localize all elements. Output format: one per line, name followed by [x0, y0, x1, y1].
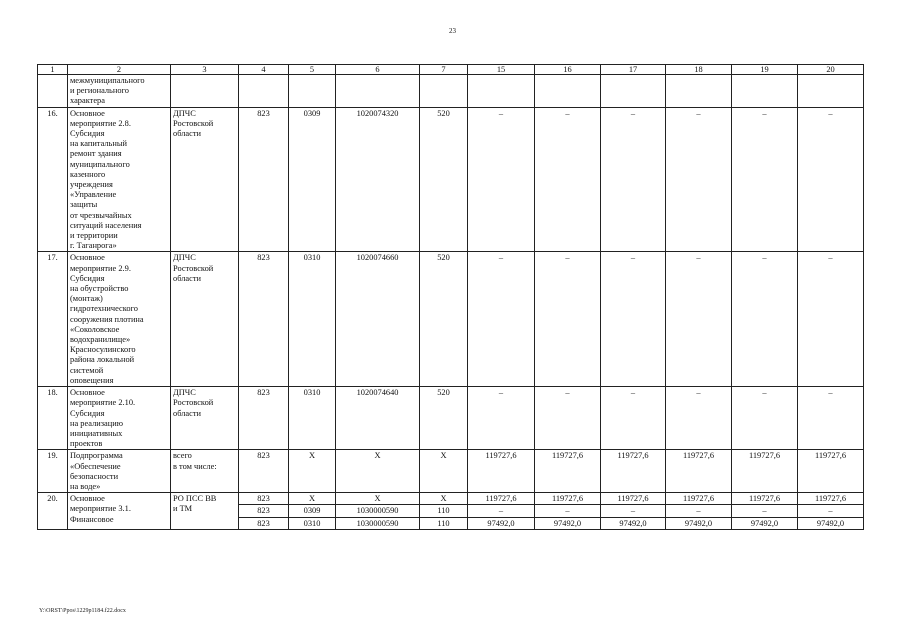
- header-cell: 7: [420, 65, 468, 75]
- measure-name-line: муниципального: [70, 159, 130, 169]
- section-code: 0310: [289, 517, 336, 529]
- measure-name-line: безопасности: [70, 471, 119, 481]
- header-cell: 15: [468, 65, 535, 75]
- row-number: 17.: [38, 252, 68, 387]
- year-value: 119727,6: [732, 450, 798, 493]
- expense-type-code: Х: [420, 493, 468, 505]
- grbs-code: 823: [239, 505, 289, 517]
- measure-name-line: мероприятие 2.10.: [70, 398, 136, 408]
- year-value: –: [601, 252, 666, 387]
- year-value: 119727,6: [601, 493, 666, 505]
- target-article-code: 1020074320: [336, 107, 420, 252]
- measure-name-line: мероприятие 2.8.: [70, 118, 131, 128]
- year-value: –: [666, 252, 732, 387]
- target-article-code: [336, 75, 420, 108]
- measure-name-line: Подпрограмма: [70, 451, 123, 461]
- year-value: 119727,6: [535, 450, 601, 493]
- target-article-code: 1030000590: [336, 517, 420, 529]
- header-cell: 20: [798, 65, 864, 75]
- year-value: [732, 75, 798, 108]
- expense-type-code: 520: [420, 107, 468, 252]
- table-row: [38, 252, 864, 387]
- grbs-code: [239, 75, 289, 108]
- year-value: –: [601, 387, 666, 450]
- header-cell: 16: [535, 65, 601, 75]
- year-value: –: [468, 505, 535, 517]
- executor-line: в том числе:: [173, 461, 217, 471]
- measure-name-line: инициативных: [70, 428, 123, 438]
- year-value: [601, 75, 666, 108]
- section-code: 0309: [289, 107, 336, 252]
- expense-type-code: 110: [420, 505, 468, 517]
- header-cell: 17: [601, 65, 666, 75]
- header-cell: 18: [666, 65, 732, 75]
- measure-name-line: мероприятие 2.9.: [70, 263, 131, 273]
- expense-type-code: 520: [420, 252, 468, 387]
- executor-line: ДПЧС: [173, 108, 196, 118]
- measure-name-line: на воде»: [70, 481, 101, 491]
- year-value: –: [601, 107, 666, 252]
- year-value: –: [666, 505, 732, 517]
- row-number: 19.: [38, 450, 68, 493]
- measure-name-line: оповещения: [70, 375, 114, 385]
- year-value: 119727,6: [798, 450, 864, 493]
- grbs-code: 823: [239, 387, 289, 450]
- table-row: [38, 107, 864, 252]
- measure-name-line: защиты: [70, 200, 98, 210]
- executor: [171, 493, 239, 530]
- year-value: –: [732, 387, 798, 450]
- year-value: –: [666, 107, 732, 252]
- expense-type-code: Х: [420, 450, 468, 493]
- year-value: –: [601, 505, 666, 517]
- measure-name-line: Красносулинского: [70, 345, 136, 355]
- year-value: 97492,0: [798, 517, 864, 529]
- year-value: –: [732, 107, 798, 252]
- executor-line: всего: [173, 451, 192, 461]
- row-number: [38, 75, 68, 108]
- year-value: –: [468, 387, 535, 450]
- table-row: [38, 387, 864, 450]
- measure-name-line: и регионального: [70, 86, 129, 96]
- executor: [171, 387, 239, 450]
- grbs-code: 823: [239, 517, 289, 529]
- budget-table: [37, 64, 864, 530]
- row-number: 16.: [38, 107, 68, 252]
- section-code: Х: [289, 450, 336, 493]
- footer-file-path: Y:\ORST\Ppos\1229p1184.f22.docx: [39, 608, 126, 614]
- grbs-code: 823: [239, 252, 289, 387]
- year-value: 119727,6: [601, 450, 666, 493]
- measure-name-line: района локальной: [70, 355, 135, 365]
- row-number: 20.: [38, 493, 68, 530]
- measure-name-line: водохранилище»: [70, 335, 131, 345]
- grbs-code: 823: [239, 493, 289, 505]
- year-value: 97492,0: [535, 517, 601, 529]
- table-row: [38, 75, 864, 108]
- measure-name: [68, 107, 171, 252]
- measure-name-line: Основное: [70, 108, 105, 118]
- year-value: –: [798, 387, 864, 450]
- executor-line: и ТМ: [173, 504, 193, 514]
- measure-name-line: «Управление: [70, 190, 117, 200]
- year-value: [535, 75, 601, 108]
- year-value: –: [535, 107, 601, 252]
- grbs-code: 823: [239, 107, 289, 252]
- year-value: –: [666, 387, 732, 450]
- measure-name-line: Субсидия: [70, 408, 105, 418]
- measure-name: [68, 493, 171, 530]
- measure-name-line: «Обеспечение: [70, 461, 121, 471]
- header-cell: 3: [171, 65, 239, 75]
- measure-name-line: на обустройство: [70, 284, 129, 294]
- measure-name-line: г. Таганрога»: [70, 241, 117, 251]
- year-value: –: [798, 505, 864, 517]
- year-value: 97492,0: [468, 517, 535, 529]
- table-row: [38, 493, 864, 505]
- grbs-code: 823: [239, 450, 289, 493]
- year-value: 119727,6: [666, 450, 732, 493]
- section-code: 0309: [289, 505, 336, 517]
- measure-name-line: на капитальный: [70, 139, 127, 149]
- target-article-code: 1020074640: [336, 387, 420, 450]
- measure-name-line: проектов: [70, 439, 103, 449]
- header-cell: 6: [336, 65, 420, 75]
- measure-name: [68, 387, 171, 450]
- year-value: –: [798, 107, 864, 252]
- executor: [171, 252, 239, 387]
- section-code: 0310: [289, 387, 336, 450]
- measure-name-line: и территории: [70, 231, 118, 241]
- year-value: 97492,0: [601, 517, 666, 529]
- measure-name-line: характера: [70, 96, 105, 106]
- measure-name-line: сооружения плотина: [70, 314, 144, 324]
- measure-name-line: (монтаж): [70, 294, 103, 304]
- measure-name-line: системой: [70, 365, 104, 375]
- target-article-code: Х: [336, 493, 420, 505]
- year-value: –: [535, 387, 601, 450]
- measure-name-line: ситуаций населения: [70, 220, 142, 230]
- measure-name-line: Основное: [70, 388, 105, 398]
- header-cell: 1: [38, 65, 68, 75]
- year-value: 119727,6: [732, 493, 798, 505]
- expense-type-code: 110: [420, 517, 468, 529]
- executor: [171, 450, 239, 493]
- measure-name-line: Субсидия: [70, 129, 105, 139]
- table-row: [38, 450, 864, 493]
- year-value: [468, 75, 535, 108]
- executor: [171, 75, 239, 108]
- year-value: 119727,6: [666, 493, 732, 505]
- year-value: –: [468, 107, 535, 252]
- measure-name-line: Субсидия: [70, 273, 105, 283]
- measure-name-line: межмуниципального: [70, 76, 145, 85]
- header-cell: 19: [732, 65, 798, 75]
- year-value: –: [535, 505, 601, 517]
- year-value: 119727,6: [535, 493, 601, 505]
- measure-name-line: от чрезвычайных: [70, 210, 132, 220]
- year-value: –: [468, 252, 535, 387]
- expense-type-code: [420, 75, 468, 108]
- row-number: 18.: [38, 387, 68, 450]
- target-article-code: 1020074660: [336, 252, 420, 387]
- header-cell: 2: [68, 65, 171, 75]
- year-value: 97492,0: [732, 517, 798, 529]
- section-code: [289, 75, 336, 108]
- executor-line: области: [173, 408, 201, 418]
- executor: [171, 107, 239, 252]
- measure-name-line: гидротехнического: [70, 304, 138, 314]
- executor-line: ДПЧС: [173, 253, 196, 263]
- measure-name-line: Основное: [70, 253, 105, 263]
- section-code: 0310: [289, 252, 336, 387]
- year-value: 119727,6: [798, 493, 864, 505]
- target-article-code: Х: [336, 450, 420, 493]
- executor-line: области: [173, 273, 201, 283]
- measure-name: [68, 75, 171, 108]
- year-value: –: [535, 252, 601, 387]
- measure-name-line: на реализацию: [70, 418, 123, 428]
- executor-line: РО ПСС ВВ: [173, 494, 217, 504]
- measure-name: [68, 252, 171, 387]
- measure-name-line: учреждения: [70, 180, 113, 190]
- section-code: Х: [289, 493, 336, 505]
- target-article-code: 1030000590: [336, 505, 420, 517]
- year-value: 119727,6: [468, 493, 535, 505]
- measure-name-line: ремонт здания: [70, 149, 122, 159]
- year-value: 119727,6: [468, 450, 535, 493]
- header-cell: 4: [239, 65, 289, 75]
- expense-type-code: 520: [420, 387, 468, 450]
- page-number: 23: [449, 27, 456, 35]
- header-cell: 5: [289, 65, 336, 75]
- measure-name-line: казенного: [70, 169, 106, 179]
- executor-line: ДПЧС: [173, 388, 196, 398]
- year-value: –: [798, 252, 864, 387]
- measure-name-line: Финансовое: [70, 514, 114, 524]
- measure-name-line: Основное: [70, 494, 105, 504]
- header-row: [38, 65, 864, 75]
- measure-name: [68, 450, 171, 493]
- year-value: –: [732, 252, 798, 387]
- year-value: [798, 75, 864, 108]
- measure-name-line: мероприятие 3.1.: [70, 504, 131, 514]
- executor-line: Ростовской: [173, 398, 214, 408]
- measure-name-line: «Соколовское: [70, 324, 120, 334]
- executor-line: Ростовской: [173, 263, 214, 273]
- year-value: –: [732, 505, 798, 517]
- year-value: [666, 75, 732, 108]
- year-value: 97492,0: [666, 517, 732, 529]
- executor-line: Ростовской: [173, 118, 214, 128]
- executor-line: области: [173, 129, 201, 139]
